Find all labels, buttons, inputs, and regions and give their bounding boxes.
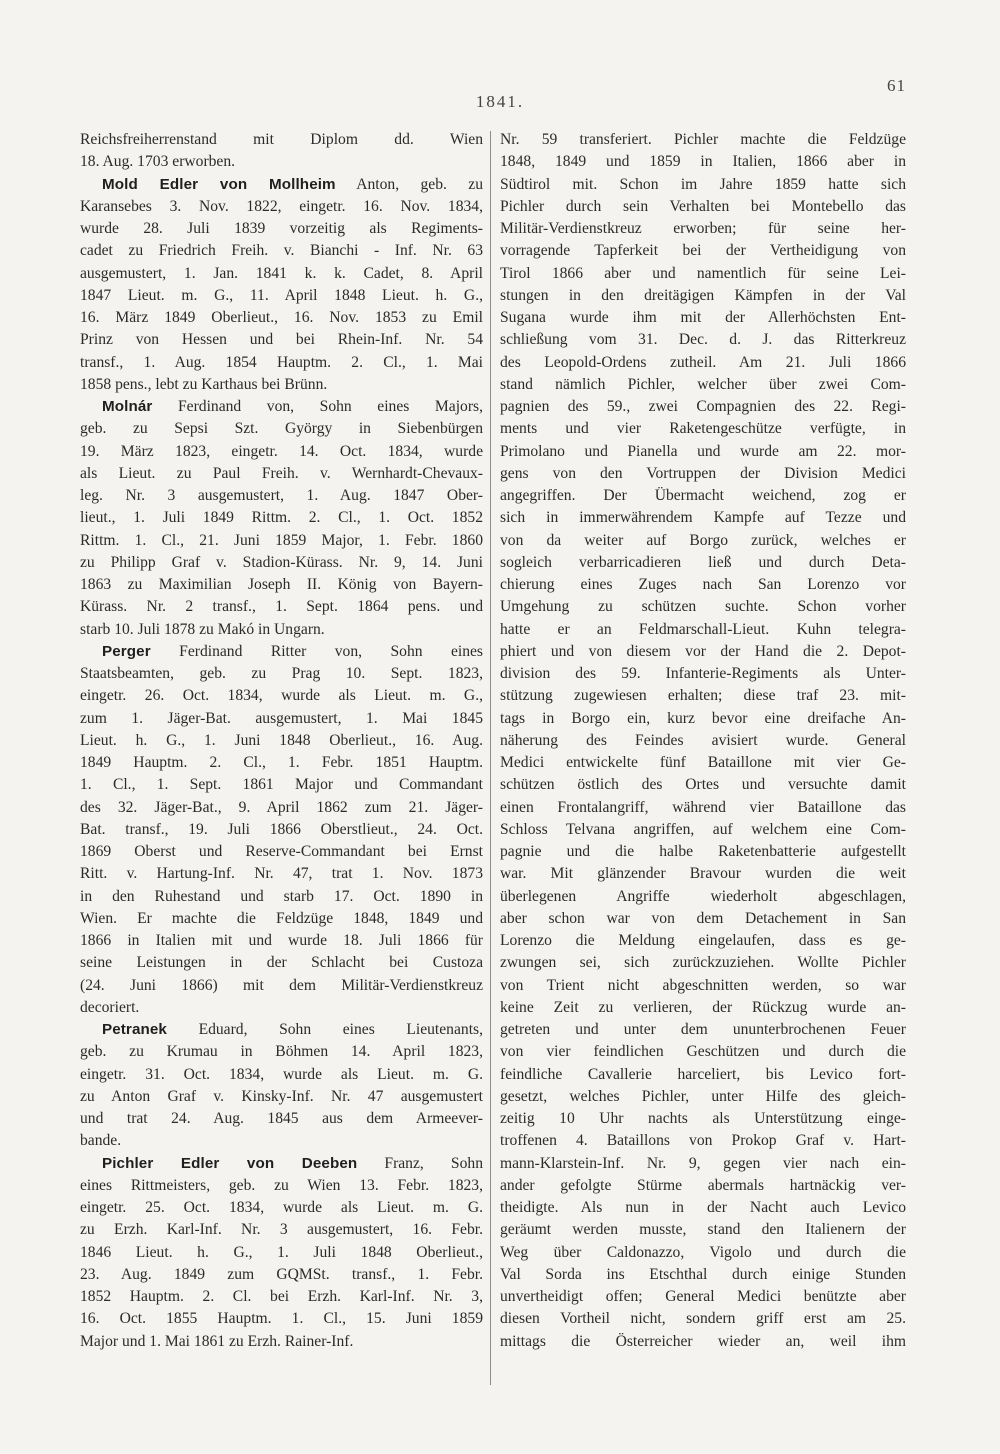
continued-entry [80,129,483,174]
text-line: lieut., 1. Juli 1849 Rittm. 2. Cl., 1. Oct. 1852 [80,509,483,527]
text-line: 1846 Lieut. h. G., 1. Juli 1848 Oberlieut., [80,1243,483,1261]
entry-first-line-text: Ferdinand von, Sohn eines Majors, [177,398,483,415]
text-line: Primolano und Pianella und wurde am 22. mor- [500,442,906,460]
text-line: als Lieut. zu Paul Freih. v. Wernhardt-Chevaux- [80,464,483,482]
text-line: 1849 Hauptm. 2. Cl., 1. Febr. 1851 Hauptm. [80,754,483,771]
text-line: gens von den Vortruppen der Division Medici [500,464,906,482]
text-line: Schloss Telvana angriffen, auf welchem eine Com- [500,820,906,838]
text-line: zu Anton Graf v. Kinsky-Inf. Nr. 47 ausgemustert [80,1087,483,1105]
text-line: stützung zugewiesen erhalten; diese traf 23. mit- [500,687,906,705]
text-line: mann-Klarstein-Inf. Nr. 9, gegen vier nach ein- [500,1154,906,1172]
person-name: Molnár [102,398,153,415]
text-line: zum 1. Jäger-Bat. ausgemustert, 1. Mai 1845 [80,709,483,727]
text-line: Medici entwickelte fünf Bataillone mit vier Ge- [500,754,906,771]
biography-entry [80,174,483,397]
text-line: pagnien des 59., zwei Compagnien des 22. Regi- [500,398,906,415]
text-line: 1863 zu Maximilian Joseph II. König von Bayern- [80,576,483,593]
text-line: aber schon war von dem Detachement in San [500,909,906,927]
text-line: Sugana wurde ihm mit der Allerhöchsten Ent- [500,309,906,326]
text-line: zeitig 10 Uhr nachts als Unterstützung einge- [500,1110,906,1127]
text-line: von vier feindlichen Geschützen und durch die [500,1043,906,1061]
text-line: 1847 Lieut. m. G., 11. April 1848 Lieut. h. G., [80,286,483,304]
text-line: Wien. Er machte die Feldzüge 1848, 1849 und [80,909,483,927]
person-name: Mold Edler von Mollheim [102,175,336,193]
text-line: Prinz von Hessen und bei Rhein-Inf. Nr. 54 [80,331,483,349]
text-line: zwungen sei, sich zurückzuziehen. Wollte Pichler [500,954,906,972]
text-line: chierung eines Zuges nach San Lorenzo vor [500,576,906,593]
biography-entry [80,1153,483,1353]
text-line: Pichler durch sein Verhalten bei Montebello das [500,197,906,215]
text-line: Ritt. v. Hartung-Inf. Nr. 47, trat 1. Nov. 1873 [80,865,483,883]
text-line: leg. Nr. 3 ausgemustert, 1. Aug. 1847 Ober- [80,487,483,504]
text-line: Staatsbeamten, geb. zu Prag 10. Sept. 1823, [80,665,483,682]
text-line: vorragende Tapferkeit bei der Vertheidigung von [500,242,906,260]
text-line: tags in Borgo ein, kurz bevor eine dreifache An- [500,709,906,727]
text-line: bande. [80,1132,122,1150]
text-line: 16. März 1849 Oberlieut., 16. Nov. 1853 zu Emil [80,309,483,326]
biography-entry [80,1019,483,1153]
text-line: ander gefolgte Stürme abermals hartnäckig ver- [500,1176,906,1194]
text-line: mittags die Österreicher wieder an, weil ihm [500,1332,906,1350]
text-line: 1848, 1849 und 1859 in Italien, 1866 aber in [500,153,906,171]
text-line: geb. zu Krumau in Böhmen 14. April 1823, [80,1043,483,1061]
text-line: 18. Aug. 1703 erworben. [80,153,236,171]
text-line: des Leopold-Ordens zutheil. Am 21. Juli 1866 [500,353,906,371]
text-line: ments und vier Raketengeschütze verfügte, in [500,420,906,438]
text-line: von Trient nicht abgeschnitten werden, so war [500,976,906,994]
text-line: seine Leistungen in der Schlacht bei Custoza [80,954,483,972]
person-name: Pichler Edler von Deeben [102,1154,358,1172]
entry-first-line [80,641,483,663]
text-line: zu Erzh. Karl-Inf. Nr. 3 ausgemustert, 16. Febr. [80,1221,483,1239]
text-line: decoriert. [80,998,140,1016]
entry-first-line [80,174,483,196]
text-line: Major und 1. Mai 1861 zu Erzh. Rainer-Inf. [80,1332,354,1350]
text-line: Weg über Caldonazzo, Vigolo und durch die [500,1243,906,1261]
text-line: und trat 24. Aug. 1845 aus dem Armeever- [80,1110,483,1127]
text-line: feindliche Cavallerie harceliert, bis Levico fort- [500,1065,906,1083]
text-line: überlegenen Angriffe wiederholt abgeschlagen, [500,887,906,905]
text-line: gesetzt, welches Pichler, unter Hilfe des gleich- [500,1087,906,1105]
text-line: Militär-Verdienstkreuz erworben; für seine her- [500,220,906,237]
text-line: schützen östlich des Ortes und versuchte damit [500,776,906,794]
text-line: Lorenzo die Meldung eingelaufen, dass es ge- [500,932,906,949]
text-line: Lieut. h. G., 1. Juni 1848 Oberlieut., 16. Aug. [80,731,483,749]
text-line: cadet zu Friedrich Freih. v. Bianchi - Inf. Nr. 63 [80,242,483,260]
entry-first-line-text: Eduard, Sohn eines Lieutenants, [198,1021,483,1038]
text-line: Karansebes 3. Nov. 1822, eingetr. 16. Nov. 1834, [80,197,483,215]
text-line: von da weiter auf Borgo zurück, welches er [500,531,906,549]
text-line: zu Philipp Graf v. Stadion-Kürass. Nr. 9, 14. Juni [80,553,483,571]
text-line: 16. Oct. 1855 Hauptm. 1. Cl., 15. Juni 1859 [80,1310,483,1328]
text-line: diesen Vortheil nicht, sondern griff erst am 25. [500,1310,906,1328]
text-line: sich in immerwährendem Kampfe auf Tezze und [500,509,906,527]
entry-first-line-text: Anton, geb. zu [356,175,483,193]
left-column [80,129,483,1353]
text-line: troffenen 4. Bataillons von Prokop Graf v. Hart- [500,1132,906,1150]
text-line: eingetr. 26. Oct. 1834, wurde als Lieut. m. G., [80,687,483,705]
text-line: Val Sorda ins Etschthal durch einige Stunden [500,1265,906,1283]
text-line: 23. Aug. 1849 zum GQMSt. transf., 1. Febr. [80,1265,483,1283]
text-line: Südtirol mit. Schon im Jahre 1859 hatte sich [500,175,906,193]
text-line: Kürass. Nr. 2 transf., 1. Sept. 1864 pens. und [80,598,483,616]
text-line: stungen in den dreitägigen Kämpfen in der Val [500,286,906,304]
right-column [500,129,906,1353]
text-line: eines Rittmeisters, geb. zu Wien 13. Febr. 1823, [80,1176,483,1194]
text-line: einen Frontalangriff, während vier Bataillone das [500,798,906,816]
text-line: geräumt werden musste, stand den Italienern der [500,1221,906,1239]
text-line: geb. zu Sepsi Szt. György in Siebenbürgen [80,420,483,438]
text-line: keine Zeit zu verlieren, der Rückzug wurde an- [500,998,906,1016]
text-line: 1858 pens., lebt zu Karthaus bei Brünn. [80,375,328,393]
text-line: 19. März 1823, eingetr. 14. Oct. 1834, wurde [80,442,483,460]
text-line: unvertheidigt offen; General Medici benützte aber [500,1288,906,1305]
text-line: theidigte. Als nun in der Nacht auch Levico [500,1199,906,1216]
text-line: pagnie und die halbe Raketenbatterie aufgestellt [500,843,906,860]
text-line: sogleich verbarricadieren ließ und durch Deta- [500,553,906,571]
text-line: wurde 28. Juli 1839 vorzeitig als Regiments- [80,220,483,237]
text-line: eingetr. 25. Oct. 1834, wurde als Lieut. m. G. [80,1199,483,1216]
text-line: ausgemustert, 1. Jan. 1841 k. k. Cadet, 8. April [80,264,483,282]
text-line: Bat. transf., 19. Juli 1866 Oberstlieut., 24. Oct. [80,820,483,838]
column-divider [490,131,491,1385]
text-line: Umgehung zu schützen suchte. Schon vorher [500,598,906,616]
text-line: transf., 1. Aug. 1854 Hauptm. 2. Cl., 1. Mai [80,353,483,371]
text-line: hatte er an Feldmarschall-Lieut. Kuhn telegra- [500,620,906,638]
text-line: Tirol 1866 aber und namentlich für seine Lei- [500,264,906,282]
entry-first-line-text: Franz, Sohn [384,1154,483,1172]
text-line: division des 59. Infanterie-Regiments als Unter- [500,665,906,682]
text-line: getreten und unter dem ununterbrochenen Feuer [500,1021,906,1038]
continued-entry-text [500,129,906,1353]
text-line: 1. Cl., 1. Sept. 1861 Major und Commandant [80,776,483,794]
text-line: 1869 Oberst und Reserve-Commandant bei Ernst [80,843,483,860]
person-name: Petranek [102,1021,167,1038]
text-line: phiert und von diesem vor der Hand die 2. Depot- [500,642,906,660]
entry-first-line [80,1153,483,1175]
biography-entry [80,641,483,1019]
text-line: angegriffen. Der Übermacht weichend, zog er [500,487,906,504]
text-line: stand nämlich Pichler, welcher über zwei Com- [500,375,906,393]
text-line: (24. Juni 1866) mit dem Militär-Verdienstkreuz [80,976,483,994]
text-line: Reichsfreiherrenstand mit Diplom dd. Wien [80,131,483,148]
text-line: des 32. Jäger-Bat., 9. April 1862 zum 21. Jäger- [80,798,483,816]
biography-entry [80,396,483,641]
text-line: 1852 Hauptm. 2. Cl. bei Erzh. Karl-Inf. Nr. 3, [80,1288,483,1305]
text-line: war. Mit glänzender Bravour wurden die weit [500,865,906,883]
running-header-year: 1841. [475,92,525,111]
text-line: näherung des Feindes avisiert wurde. General [500,731,906,749]
entry-first-line [80,1019,483,1041]
text-line: in den Ruhestand und starb 17. Oct. 1890 in [80,887,483,905]
entry-first-line [80,396,483,418]
text-line: Rittm. 1. Cl., 21. Juni 1859 Major, 1. Febr. 1860 [80,531,483,549]
entry-first-line-text: Ferdinand Ritter von, Sohn eines [179,642,483,660]
text-line: schließung vom 31. Dec. d. J. das Ritterkreuz [500,331,906,349]
person-name: Perger [102,642,151,660]
text-line: Nr. 59 transferiert. Pichler machte die Feldzüge [500,131,906,148]
page-number: 61 [887,76,906,95]
text-line: eingetr. 31. Oct. 1834, wurde als Lieut. m. G. [80,1065,483,1083]
text-line: starb 10. Juli 1878 zu Makó in Ungarn. [80,620,325,638]
text-line: 1866 in Italien mit und wurde 18. Juli 1866 für [80,932,483,949]
